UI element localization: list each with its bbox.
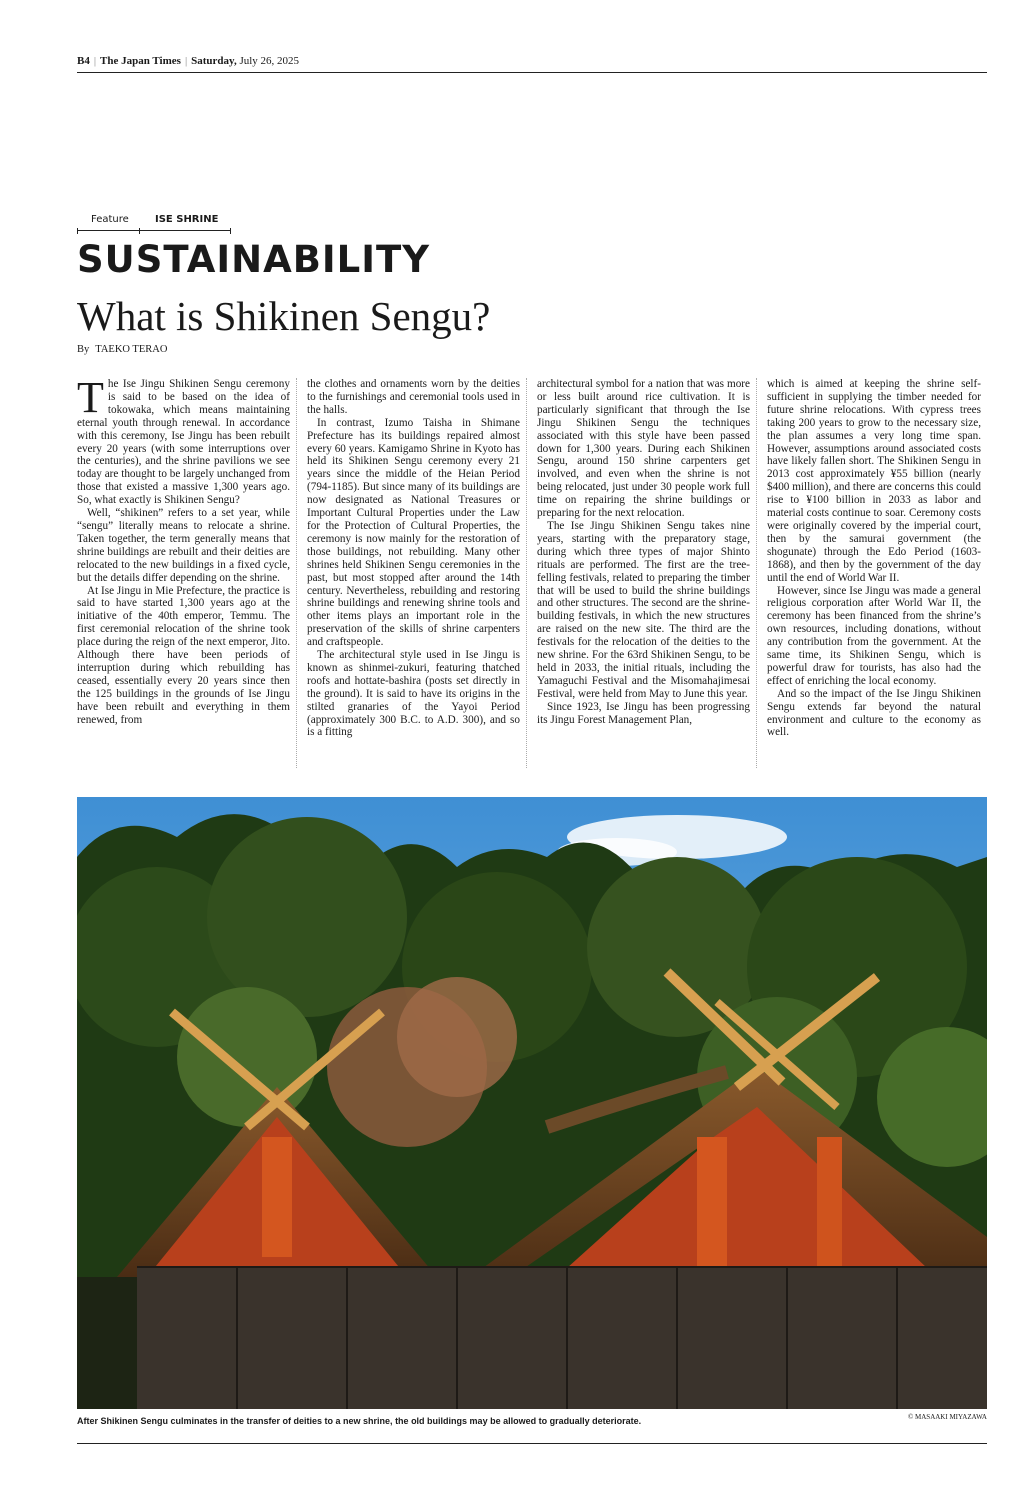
page-number: B4 <box>77 55 90 67</box>
column-4 <box>767 378 987 768</box>
paragraph: And so the impact of the Ise Jingu Shikinen Sengu extends far beyond the natural environment and culture to the economy as well. <box>767 687 981 739</box>
kicker <box>77 212 231 231</box>
column-1 <box>77 378 297 768</box>
kicker-section: Feature <box>91 214 129 225</box>
column-2 <box>307 378 527 768</box>
paragraph: In contrast, Izumo Taisha in Shimane Prefecture has its buildings repaired almost every 60 years. Kamigamo Shrine in Kyoto has held its Shikinen Sengu ceremony every 21 years since the middle of the Heian Period (794-1185). But since many of its buildings are now designated as National Treasures or Important Cultural Properties under the Law for the Protection of Cultural Properties, the ceremony is now mainly for the restoration of those buildings, not rebuilding. Many other shrines held Shikinen Sengu ceremonies in the past, but most stopped after around the 14th century. Nevertheless, rebuilding and restoring shrine buildings and renewing shrine tools and other items plays an important role in the preservation of the skills of shrine carpenters and craftspeople. <box>307 416 520 649</box>
paragraph: The architectural style used in Ise Jingu is known as shinmei-zukuri, featuring thatched roofs and hottate-bashira (posts set directly in the ground). It is said to have its origins in the stilted granaries of the Yayoi Period (approximately 300 B.C. to A.D. 300), and so is a fitting <box>307 649 520 739</box>
shrine-photo <box>77 797 987 1409</box>
drop-cap: T <box>77 378 104 422</box>
paragraph: At Ise Jingu in Mie Prefecture, the practice is said to have started 1,300 years ago at the initiative of the 40th emperor, Temmu. The first ceremonial relocation of the shrine took place during the reign of the next emperor, Jito. Although there have been periods of interruption during which rebuilding has ceased, essentially every 20 years since then the 125 buildings in the grounds of Ise Jingu have been rebuilt and everything in them renewed, from <box>77 584 290 726</box>
column-3 <box>537 378 757 768</box>
byline-prefix: By <box>77 344 90 355</box>
issue-date: July 26, 2025 <box>239 55 300 67</box>
shrine-illustration <box>77 797 987 1409</box>
photo-caption: After Shikinen Sengu culminates in the transfer of deities to a new shrine, the old buildings may be allowed to gradually deteriorate. <box>77 1416 642 1426</box>
paragraph: the clothes and ornaments worn by the deities to the furnishings and ceremonial tools used in the halls. <box>307 378 520 416</box>
headline: SUSTAINABILITY <box>77 238 431 281</box>
paragraph: However, since Ise Jingu was made a general religious corporation after World War II, the ceremony has been financed from the shrine’s own resources, including donations, without any contribution from the government. At the same time, its Shikinen Sengu, which is powerful draw for tourists, has also had the effect of enriching the local economy. <box>767 584 981 687</box>
paragraph: Well, “shikinen” refers to a set year, while “sengu” literally means to relocate a shrine. Taken together, the term generally means that shrine buildings are rebuilt and their deities are relocated to the new buildings in a fixed cycle, but the details differ depending on the shrine. <box>77 507 290 584</box>
byline-author: TAEKO TERAO <box>95 344 168 355</box>
paragraph: which is aimed at keeping the shrine self-sufficient in supplying the timber needed for future shrine relocations. With cypress trees taking 200 years to grow to the necessary size, the plan assumes a very long time span. However, assumptions around associated costs have likely fallen short. The Shikinen Sengu in 2013 cost approximately ¥55 billion (nearly $400 million), and there are concerns this could rise to ¥100 billion in 2033 as labor and material costs continue to soar. Ceremony costs were originally covered by the imperial court, then by the samurai government (the shogunate) through the Edo Period (1603-1868), and then by the government of the day until the end of World War II. <box>767 378 981 584</box>
subheadline: What is Shikinen Sengu? <box>77 293 491 339</box>
top-rule <box>77 72 987 73</box>
bottom-rule <box>77 1443 987 1444</box>
paragraph: architectural symbol for a nation that was more or less built around rice cultivation. It is particularly significant that through the Ise Jingu Shikinen Sengu the techniques associated with this style have been passed down for 1,300 years. During each Shikinen Sengu, around 150 shrine carpenters get involved, and even when the shrine is not being relocated, just under 30 people work full time on repairing the shrine buildings or preparing for the next relocation. <box>537 378 750 520</box>
paper-name: The Japan Times <box>100 55 181 67</box>
paragraph: The Ise Jingu Shikinen Sengu takes nine years, starting with the preparatory stage, during which three types of major Shinto rituals are performed. The first are the tree-felling festivals, related to preparing the timber that will be used to build the shrine buildings and other structures. The second are the shrine-building festivals, in which the new structures are raised on the new site. The third are the festivals for the relocation of the deities to the new shrine. For the 63rd Shikinen Sengu, to be held in 2033, the initial rituals, including the Yamaguchi Festival and the Misomahajimesai Festival, were held from May to June this year. <box>537 519 750 700</box>
article-body <box>77 378 987 768</box>
issue-day: Saturday, <box>191 55 237 67</box>
photo-credit: © MASAAKI MIYAZAWA <box>907 1413 987 1421</box>
folio: B4 | The Japan Times | Saturday, July 26, 2025 <box>77 55 300 67</box>
byline <box>77 344 167 355</box>
paragraph: The Ise Jingu Shikinen Sengu ceremony is said to be based on the idea of tokowaka, which means maintaining eternal youth through renewal. In accordance with this ceremony, Ise Jingu has been rebuilt every 20 years (with some interruptions over the centuries), and the shrine pavilions we see today are thought to be largely unchanged from those that existed a massive 1,300 years ago. So, what exactly is Shikinen Sengu? <box>77 378 290 507</box>
paragraph: Since 1923, Ise Jingu has been progressing its Jingu Forest Management Plan, <box>537 700 750 726</box>
kicker-topic: ISE SHRINE <box>155 214 219 225</box>
